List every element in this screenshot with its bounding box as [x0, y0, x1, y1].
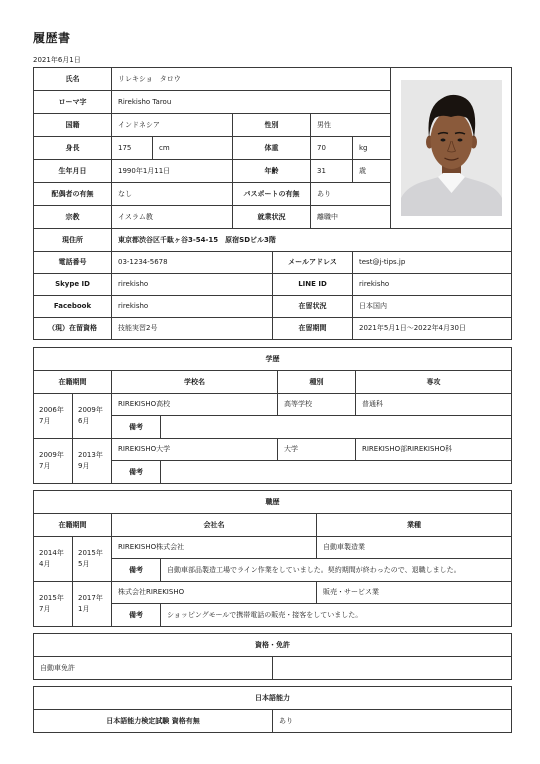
end-month: 6月: [78, 417, 90, 425]
photo-cell: [391, 68, 512, 229]
photo-eye-right: [457, 139, 462, 142]
school-major: 普通科: [356, 394, 512, 416]
work-heading-row: [34, 491, 512, 514]
religion-value: イスラム教: [112, 206, 233, 229]
company-industry: 自動車製造業: [317, 537, 512, 559]
start-year: 2009年: [39, 451, 64, 459]
note-value: [161, 416, 512, 439]
work-entry-row: [34, 537, 512, 559]
profile-row-visa: [34, 318, 512, 340]
education-heading: 学歴: [34, 348, 512, 371]
age-value: 31: [311, 160, 353, 183]
start-month: 4月: [39, 560, 51, 568]
spouse-value: なし: [112, 183, 233, 206]
work-column-header: [34, 514, 512, 537]
qualifications-table: [33, 633, 512, 680]
qualifications-heading-row: [34, 634, 512, 657]
work-end-date: [73, 582, 112, 627]
line-value: rirekisho: [353, 274, 512, 296]
start-year: 2014年: [39, 549, 64, 557]
phone-label: 電話番号: [34, 252, 112, 274]
profile-table: [33, 67, 512, 340]
romaji-label: ローマ字: [34, 91, 112, 114]
note-value: ショッピングモールで携帯電話の販売・接客をしていました。: [161, 604, 512, 627]
line-label: LINE ID: [273, 274, 353, 296]
education-end-date: [73, 439, 112, 484]
start-year: 2015年: [39, 594, 64, 602]
employment-status-value: 離職中: [311, 206, 391, 229]
spouse-label: 配偶者の有無: [34, 183, 112, 206]
email-label: メールアドレス: [273, 252, 353, 274]
education-table: [33, 347, 512, 484]
end-year: 2013年: [78, 451, 103, 459]
height-value: 175: [112, 137, 153, 160]
end-year: 2009年: [78, 406, 103, 414]
education-col-type: 種別: [278, 371, 356, 394]
visa-status-value: 技能実習2号: [112, 318, 273, 340]
jlpt-value: あり: [273, 710, 512, 733]
japanese-heading: 日本語能力: [34, 687, 512, 710]
age-label: 年齢: [233, 160, 311, 183]
start-month: 7月: [39, 605, 51, 613]
profile-row-skype: [34, 274, 512, 296]
note-value: 自動車部品製造工場でライン作業をしていました。契約期間が終わったので、退職しました。: [161, 559, 512, 582]
note-label: 備考: [112, 461, 161, 484]
start-month: 7月: [39, 417, 51, 425]
height-label: 身長: [34, 137, 112, 160]
address-label: 現住所: [34, 229, 112, 252]
document-title: 履歴書: [33, 31, 71, 45]
education-col-school: 学校名: [112, 371, 278, 394]
profile-row-address: [34, 229, 512, 252]
name-value: リレキショ タロウ: [112, 68, 391, 91]
school-type: 高等学校: [278, 394, 356, 416]
jlpt-label: 日本語能力検定試験 資格有無: [34, 710, 273, 733]
document-date: 2021年6月1日: [33, 56, 81, 64]
photo-eye-left: [440, 139, 445, 142]
skype-value: rirekisho: [112, 274, 273, 296]
note-label: 備考: [112, 416, 161, 439]
end-year: 2015年: [78, 549, 103, 557]
religion-label: 宗教: [34, 206, 112, 229]
gender-value: 男性: [311, 114, 391, 137]
school-name: RIREKISHO高校: [112, 394, 278, 416]
note-label: 備考: [112, 559, 161, 582]
profile-row-phone: [34, 252, 512, 274]
residence-status-value: 日本国内: [353, 296, 512, 318]
stay-period-value: 2021年5月1日〜2022年4月30日: [353, 318, 512, 340]
profile-row-facebook: [34, 296, 512, 318]
work-start-date: [34, 537, 73, 582]
work-col-industry: 業種: [317, 514, 512, 537]
phone-value: 03-1234-5678: [112, 252, 273, 274]
education-end-date: [73, 394, 112, 439]
visa-status-label: （現）在留資格: [34, 318, 112, 340]
work-end-date: [73, 537, 112, 582]
work-heading: 職歴: [34, 491, 512, 514]
start-month: 7月: [39, 462, 51, 470]
education-col-major: 専攻: [356, 371, 512, 394]
education-start-date: [34, 394, 73, 439]
residence-status-label: 在留状況: [273, 296, 353, 318]
note-label: 備考: [112, 604, 161, 627]
address-value: 東京都渋谷区千駄ヶ谷3-54-15 原宿SDビル3階: [112, 229, 512, 252]
japanese-row: [34, 710, 512, 733]
facebook-value: rirekisho: [112, 296, 273, 318]
qualification-name: 自動車免許: [34, 657, 273, 680]
weight-label: 体重: [233, 137, 311, 160]
school-major: RIREKISHO部RIREKISHO科: [356, 439, 512, 461]
work-entry-row: [34, 582, 512, 604]
height-unit: cm: [153, 137, 233, 160]
profile-row-name: [34, 68, 512, 91]
end-month: 5月: [78, 560, 90, 568]
work-start-date: [34, 582, 73, 627]
education-col-period: 在籍期間: [34, 371, 112, 394]
education-start-date: [34, 439, 73, 484]
japanese-ability-table: [33, 686, 512, 733]
nationality-value: インドネシア: [112, 114, 233, 137]
work-col-period: 在籍期間: [34, 514, 112, 537]
company-industry: 販売・サービス業: [317, 582, 512, 604]
profile-photo: [401, 80, 502, 216]
end-month: 9月: [78, 462, 90, 470]
facebook-label: Facebook: [34, 296, 112, 318]
skype-label: Skype ID: [34, 274, 112, 296]
work-col-company: 会社名: [112, 514, 317, 537]
weight-value: 70: [311, 137, 353, 160]
birthdate-value: 1990年1月11日: [112, 160, 233, 183]
birthdate-label: 生年月日: [34, 160, 112, 183]
school-name: RIREKISHO大学: [112, 439, 278, 461]
weight-unit: kg: [353, 137, 391, 160]
education-heading-row: [34, 348, 512, 371]
gender-label: 性別: [233, 114, 311, 137]
school-type: 大学: [278, 439, 356, 461]
company-name: 株式会社RIREKISHO: [112, 582, 317, 604]
qualification-row: [34, 657, 512, 680]
email-value: test@j-tips.jp: [353, 252, 512, 274]
nationality-label: 国籍: [34, 114, 112, 137]
passport-value: あり: [311, 183, 391, 206]
romaji-value: Rirekisho Tarou: [112, 91, 391, 114]
education-column-header: [34, 371, 512, 394]
passport-label: パスポートの有無: [233, 183, 311, 206]
end-month: 1月: [78, 605, 90, 613]
qualifications-heading: 資格・免許: [34, 634, 512, 657]
company-name: RIREKISHO株式会社: [112, 537, 317, 559]
stay-period-label: 在留期間: [273, 318, 353, 340]
employment-status-label: 就業状況: [233, 206, 311, 229]
education-entry-row: [34, 439, 512, 461]
name-label: 氏名: [34, 68, 112, 91]
age-unit: 歳: [353, 160, 391, 183]
end-year: 2017年: [78, 594, 103, 602]
qualification-detail: [273, 657, 512, 680]
start-year: 2006年: [39, 406, 64, 414]
japanese-heading-row: [34, 687, 512, 710]
note-value: [161, 461, 512, 484]
education-entry-row: [34, 394, 512, 416]
work-table: [33, 490, 512, 627]
